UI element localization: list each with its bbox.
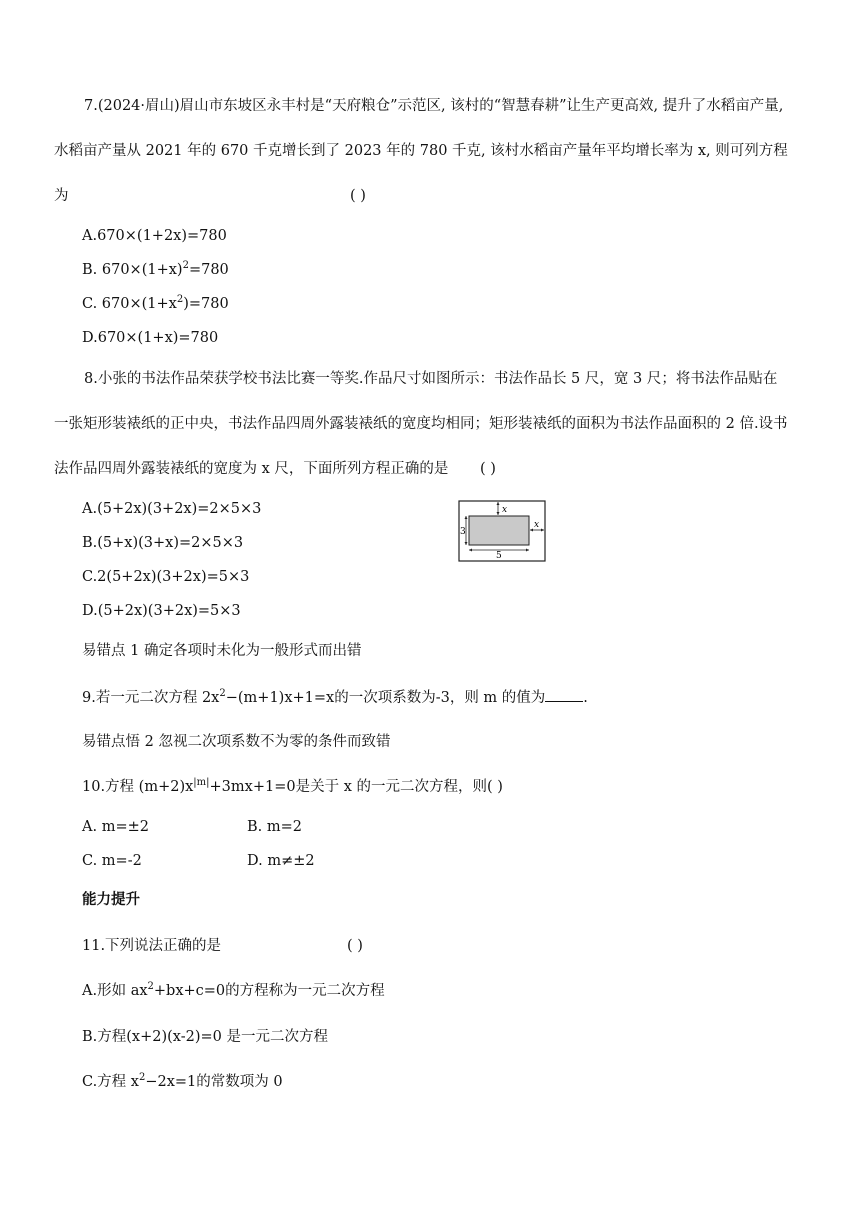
label-x-top: x: [502, 505, 508, 515]
q10-option-d: D. m≠±2: [247, 853, 315, 869]
q11-option-b: B.方程(x+2)(x-2)=0 是一元二次方程: [82, 1029, 328, 1045]
q8-option-b: B.(5+x)(3+x)=2×5×3: [82, 535, 244, 551]
q9-answer-blank: [545, 687, 583, 702]
q8-answer-paren: ( ): [480, 461, 496, 477]
calligraphy-frame-figure: [458, 500, 546, 562]
q10-option-b: B. m=2: [247, 819, 302, 835]
q11-option-c: C.方程 $x^2-2x=1$的常数项为 0: [82, 1072, 283, 1090]
label-x-right: x: [534, 520, 540, 530]
q7-option-a: A.670×(1+2x)=780: [82, 228, 227, 244]
q7-option-b: B. $670\times(1+x)^2=780$: [82, 260, 229, 278]
label-5: 5: [496, 551, 502, 561]
q8-line-1: 8.小张的书法作品荣获学校书法比赛一等奖.作品尺寸如图所示：书法作品长 5 尺，宽 3 尺；将书法作品贴在: [84, 371, 778, 387]
q7-option-d: D.670×(1+x)=780: [82, 330, 219, 346]
q7-line-2: 水稻亩产量从 2021 年的 670 千克增长到了 2023 年的 780 千克, 该村水稻亩产量年平均增长率为 x, 则可列方程: [54, 143, 788, 159]
q8-option-a: A.(5+2x)(3+2x)=2×5×3: [82, 501, 262, 517]
section-heading: 能力提升: [82, 891, 140, 908]
q7-line-3: 为: [54, 188, 69, 204]
q11-stem: 11.下列说法正确的是: [82, 938, 222, 954]
q10-option-a: A. m=±2: [82, 819, 149, 835]
q9-text: 9.若一元二次方程 $2x^2-(m+1)x+1=x$的一次项系数为-3，则 m 的值为 .: [82, 688, 588, 706]
q7-answer-paren: ( ): [350, 188, 366, 204]
error-note-1: 易错点 1 确定各项时未化为一般形式而出错: [82, 643, 362, 659]
q8-option-c: C.2(5+2x)(3+2x)=5×3: [82, 569, 250, 585]
q8-option-d: D.(5+2x)(3+2x)=5×3: [82, 603, 241, 619]
q10-text: 10.方程 $(m+2)x^{|m|}+3mx+1=0$是关于 x 的一元二次方程，则( ): [82, 777, 503, 795]
q8-line-3: 法作品四周外露装裱纸的宽度为 x 尺，下面所列方程正确的是: [54, 461, 449, 477]
q11-answer-paren: ( ): [347, 938, 363, 954]
label-3: 3: [460, 527, 466, 537]
artwork-rectangle: [469, 516, 529, 545]
q11-option-a: A.形如 $ax^2+bx+c=0$的方程称为一元二次方程: [82, 981, 385, 999]
q7-line-1: 7.(2024·眉山)眉山市东坡区永丰村是“天府粮仓”示范区, 该村的“智慧春耕”让生产更高效, 提升了水稻亩产量,: [84, 98, 784, 114]
q7-option-c: C. $670\times(1+x^2)=780$: [82, 294, 229, 312]
q10-option-c: C. m=-2: [82, 853, 142, 869]
error-note-2: 易错点悟 2 忽视二次项系数不为零的条件而致错: [82, 734, 391, 750]
q8-line-2: 一张矩形装裱纸的正中央，书法作品四周外露装裱纸的宽度均相同；矩形装裱纸的面积为书法作品面积的 2 倍.设书: [54, 416, 788, 432]
